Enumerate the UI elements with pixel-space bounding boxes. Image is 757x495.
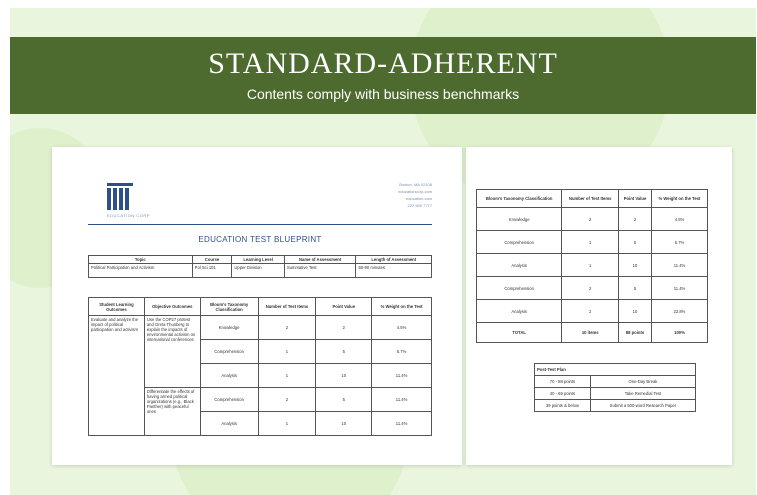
summary-cell: 2 — [562, 277, 619, 300]
items-cell: 1 — [258, 412, 316, 436]
table-row — [89, 316, 432, 340]
summary-cell: 5 — [619, 231, 652, 254]
table-row — [89, 264, 432, 278]
summary-cell: 11.4% — [651, 254, 707, 277]
blueprint-header: Bloom's Taxonomy Classification — [200, 298, 258, 316]
points-cell: 10 — [316, 364, 372, 388]
table-row — [535, 388, 696, 400]
table-row — [477, 300, 708, 323]
divider — [88, 224, 432, 225]
info-cell: 60-90 minutes — [356, 264, 432, 278]
objective-cell: Differentiate the effects of having armed political organizations (e.g., Black Panther) with peaceful ones — [144, 388, 200, 436]
objective-cell: Use the COP27 protest and Greta Thunberg to explain the impacts of environmental activism on international conferences — [144, 316, 200, 388]
logo-bar — [107, 183, 133, 186]
table-row — [477, 231, 708, 254]
plan-action-cell: Submit a 500-word Research Paper — [590, 400, 695, 412]
summary-cell: Comprehension — [477, 231, 562, 254]
total-row — [477, 323, 708, 343]
document-page-2 — [466, 147, 732, 465]
weight-cell: 11.4% — [372, 364, 432, 388]
logo — [107, 183, 150, 218]
info-cell: Pol Sci 101 — [192, 264, 232, 278]
total-cell: 100% — [651, 323, 707, 343]
post-test-plan-table — [534, 363, 696, 412]
weight-cell: 5.7% — [372, 340, 432, 364]
plan-range-cell: 39 points & below — [535, 400, 591, 412]
summary-cell: 4.5% — [651, 208, 707, 231]
summary-cell: 2 — [562, 300, 619, 323]
total-cell: TOTAL — [477, 323, 562, 343]
blueprint-header: Point Value — [316, 298, 372, 316]
contact-line: Boston, MA 02108 — [399, 182, 432, 187]
contact-block — [398, 181, 432, 209]
post-test-plan-title: Post-Test Plan — [535, 364, 696, 376]
summary-cell: 2 — [562, 208, 619, 231]
table-row — [477, 254, 708, 277]
learning-outcome-cell: Evaluate and analyze the impact of political participation and activism — [89, 316, 145, 436]
bloom-cell: Comprehension — [200, 388, 258, 412]
summary-cell: 1 — [562, 231, 619, 254]
total-cell: 10 items — [562, 323, 619, 343]
points-cell: 5 — [316, 340, 372, 364]
bloom-cell: Knowledge — [200, 316, 258, 340]
plan-action-cell: Take Remedial Test — [590, 388, 695, 400]
blueprint-header: Student Learning Outcomes — [89, 298, 145, 316]
table-row — [535, 364, 696, 376]
summary-cell: 10 — [619, 254, 652, 277]
bloom-cell: Analysis — [200, 364, 258, 388]
blueprint-header: % Weight on the Test — [372, 298, 432, 316]
summary-cell: 1 — [562, 254, 619, 277]
table-row — [535, 376, 696, 388]
info-cell: Political Participation and Activism — [89, 264, 193, 278]
summary-table — [476, 189, 708, 343]
points-cell: 2 — [316, 316, 372, 340]
total-cell: 88 points — [619, 323, 652, 343]
summary-cell: 5.7% — [651, 231, 707, 254]
table-row — [535, 400, 696, 412]
items-cell: 2 — [258, 388, 316, 412]
banner-title: STANDARD-ADHERENT — [208, 47, 558, 80]
summary-cell: 10 — [619, 300, 652, 323]
summary-cell: 11.4% — [651, 277, 707, 300]
banner — [10, 37, 756, 114]
blueprint-table — [88, 297, 432, 436]
weight-cell: 4.5% — [372, 316, 432, 340]
table-row — [477, 277, 708, 300]
items-cell: 1 — [258, 364, 316, 388]
info-header: Name of Assessment — [284, 256, 356, 264]
summary-cell: 22.8% — [651, 300, 707, 323]
logo-text: EDUCATION CORP — [107, 213, 150, 218]
banner-subtitle: Contents comply with business benchmarks — [246, 86, 520, 102]
points-cell: 5 — [316, 388, 372, 412]
contact-line: educationcorp.com — [398, 189, 432, 194]
table-row — [477, 208, 708, 231]
summary-cell: Analysis — [477, 254, 562, 277]
points-cell: 10 — [316, 412, 372, 436]
document-title: EDUCATION TEST BLUEPRINT — [198, 235, 322, 244]
summary-header: % Weight on the Test — [651, 190, 707, 208]
info-header: Topic — [89, 256, 193, 264]
columns-icon — [107, 188, 150, 210]
plan-range-cell: 40 - 69 points — [535, 388, 591, 400]
weight-cell: 11.4% — [372, 412, 432, 436]
contact-line: 222 555 7777 — [407, 203, 432, 208]
weight-cell: 11.4% — [372, 388, 432, 412]
summary-cell: Analysis — [477, 300, 562, 323]
summary-cell: Knowledge — [477, 208, 562, 231]
info-header: Course — [192, 256, 232, 264]
plan-action-cell: One-Day Break — [590, 376, 695, 388]
summary-cell: 5 — [619, 277, 652, 300]
bloom-cell: Analysis — [200, 412, 258, 436]
items-cell: 1 — [258, 340, 316, 364]
summary-header: Number of Test Items — [562, 190, 619, 208]
info-cell: Summative Test — [284, 264, 356, 278]
document-page-1 — [52, 147, 462, 465]
summary-header: Bloom's Taxonomy Classification — [477, 190, 562, 208]
summary-cell: Comprehension — [477, 277, 562, 300]
info-table — [88, 255, 432, 278]
summary-cell: 2 — [619, 208, 652, 231]
blueprint-header: Objective Outcomes — [144, 298, 200, 316]
info-header: Length of Assessment — [356, 256, 432, 264]
contact-line: education.com — [405, 196, 432, 201]
summary-header: Point Value — [619, 190, 652, 208]
bloom-cell: Comprehension — [200, 340, 258, 364]
info-header: Learning Level — [232, 256, 284, 264]
plan-range-cell: 70 - 88 points — [535, 376, 591, 388]
blueprint-header: Number of Test Items — [258, 298, 316, 316]
info-cell: Upper Division — [232, 264, 284, 278]
items-cell: 2 — [258, 316, 316, 340]
